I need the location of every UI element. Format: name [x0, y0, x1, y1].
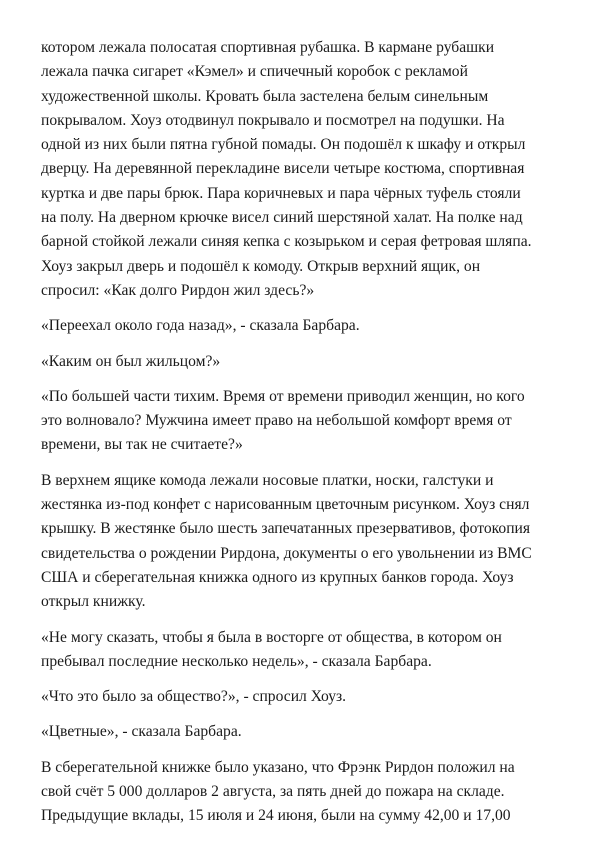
- paragraph-colored-answer: «Цветные», - сказала Барбара.: [41, 723, 242, 741]
- document-body: [41, 36, 565, 840]
- paragraph-tenant-question: «Каким он был жильцом?»: [41, 352, 221, 370]
- paragraph-company-remark: «Не могу сказать, чтобы я была в восторге от общества, в котором он пребывал последние несколько недель», - сказала Барбара.: [41, 628, 502, 670]
- paragraph-dresser-drawer: В верхнем ящике комода лежали носовые платки, носки, галстуки и жестянка из-под конфет с нарисованным цветочным рисунком. Хоуз снял крышку. В жестянке было шесть запечатанных презервативов, фотокопия свидетельства о рождении Рирдона, документы о его увольнении из ВМС США и сберегательная книжка одного из крупных банков города. Хоуз открыл книжку.: [41, 471, 532, 611]
- paragraph-quiet-answer: «По большей части тихим. Время от времени приводил женщин, но кого это волновало? Мужчина имеет право на небольшой комфорт время от времени, вы так не считаете?»: [41, 387, 525, 454]
- paragraph-bankbook: В сберегательной книжке было указано, что Фрэнк Рирдон положил на свой счёт 5 000 долларов 2 августа, за пять дней до пожара на складе. Предыдущие вклады, 15 июля и 24 июня, были на сумму 42,00 и 17,00: [41, 758, 515, 825]
- paragraph-wardrobe: котором лежала полосатая спортивная рубашка. В кармане рубашки лежала пачка сигарет «Кэмел» и спичечный коробок с рекламой художественной школы. Кровать была застелена белым синельным покрывалом. Хоуз отодвинул покрывало и посмотрел на подушки. На одной из них были пятна губной помады. Он подошёл к шкафу и открыл дверцу. На деревянной перекладине висели четыре костюма, спортивная куртка и две пары брюк. Пара коричневых и пара чёрных туфель стояли на полу. На дверном крючке висел синий шерстяной халат. На полке над барной стойкой лежали синяя кепка с козырьком и серая фетровая шляпа. Хоуз закрыл дверь и подошёл к комоду. Открыв верхний ящик, он спросил: «Как долго Рирдон жил здесь?»: [41, 39, 532, 299]
- paragraph-moved-in: «Переехал около года назад», - сказала Барбара.: [41, 317, 360, 335]
- paragraph-company-question: «Что это было за общество?», - спросил Хоуз.: [41, 688, 347, 706]
